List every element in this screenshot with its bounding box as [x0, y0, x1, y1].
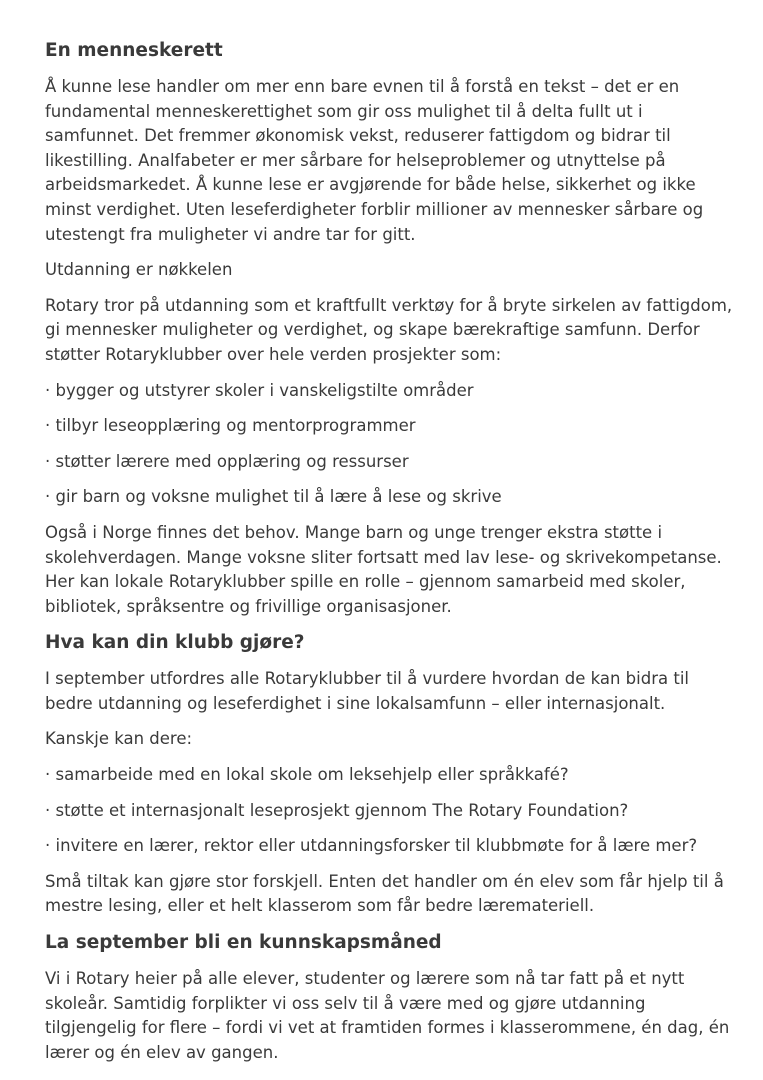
subheading-utdanning: Utdanning er nøkkelen: [45, 260, 233, 280]
paragraph-september-utfordring: I september utfordres alle Rotaryklubber til å vurdere hvordan de kan bidra til bedre utdanning og leseferdighet i sine lokalsamfunn – eller internasjonalt.: [45, 669, 689, 713]
list-item: · tilbyr leseopplæring og mentorprogrammer: [45, 416, 416, 436]
list-item: · samarbeide med en lokal skole om leksehjelp eller språkkafé?: [45, 765, 569, 785]
list-item: · gir barn og voksne mulighet til å lære å lese og skrive: [45, 487, 502, 507]
list-item: · bygger og utstyrer skoler i vanskeligstilte områder: [45, 380, 474, 400]
list-item: · støtte et internasjonalt leseprosjekt gjennom The Rotary Foundation?: [45, 800, 629, 820]
paragraph-rotary-utdanning: Rotary tror på utdanning som et kraftfullt verktøy for å bryte sirkelen av fattigdom, gi mennesker muligheter og verdighet, og skape bærekraftige samfunn. Derfor støtter Rotaryklubber over hele verden prosjekter som:: [45, 295, 733, 364]
paragraph-norge-behov: Også i Norge finnes det behov. Mange barn og unge trenger ekstra støtte i skolehverdagen. Mange voksne sliter fortsatt med lav lese- og skrivekompetanse. Her kan lokale Rotaryklubber spille en rolle – gjennom samarbeid med skoler, bibliotek, språksentre og frivillige organisasjoner.: [45, 522, 722, 616]
section-heading-kunnskapsmaned: La september bli en kunnskapsmåned: [45, 932, 442, 954]
list-item: · støtter lærere med opplæring og ressurser: [45, 451, 409, 471]
article: [45, 38, 735, 1076]
paragraph-kanskje: Kanskje kan dere:: [45, 729, 193, 749]
section-heading-menneskerett: En menneskerett: [45, 40, 223, 61]
paragraph-sma-tiltak: Små tiltak kan gjøre stor forskjell. Enten det handler om én elev som får hjelp til å mestre lesing, eller et helt klasserom som får bedre læremateriell.: [45, 871, 724, 916]
paragraph-rotary-heier: Vi i Rotary heier på alle elever, studenter og lærere som nå tar fatt på et nytt skoleår. Samtidig forplikter vi oss selv til å være med og gjøre utdanning tilgjengelig for flere – fordi vi vet at framtiden formes i klasserommene, én dag, én lærer og én elev av gangen.: [45, 969, 730, 1062]
paragraph-menneskerett-intro: Å kunne lese handler om mer enn bare evnen til å forstå en tekst – det er en fundamental menneskerettighet som gir oss mulighet til å delta fullt ut i samfunnet. Det fremmer økonomisk vekst, reduserer fattigdom og bidrar til likestilling. Analfabeter er mer sårbare for helseproblemer og utnyttelse på arbeidsmarkedet. Å kunne lese er avgjørende for både helse, sikkerhet og ikke minst verdighet. Uten leseferdigheter forblir millioner av mennesker sårbare og utestengt fra muligheter vi andre tar for gitt.: [45, 77, 704, 244]
section-heading-klubb: Hva kan din klubb gjøre?: [45, 632, 305, 654]
list-item: · invitere en lærer, rektor eller utdanningsforsker til klubbmøte for å lære mer?: [45, 836, 698, 856]
